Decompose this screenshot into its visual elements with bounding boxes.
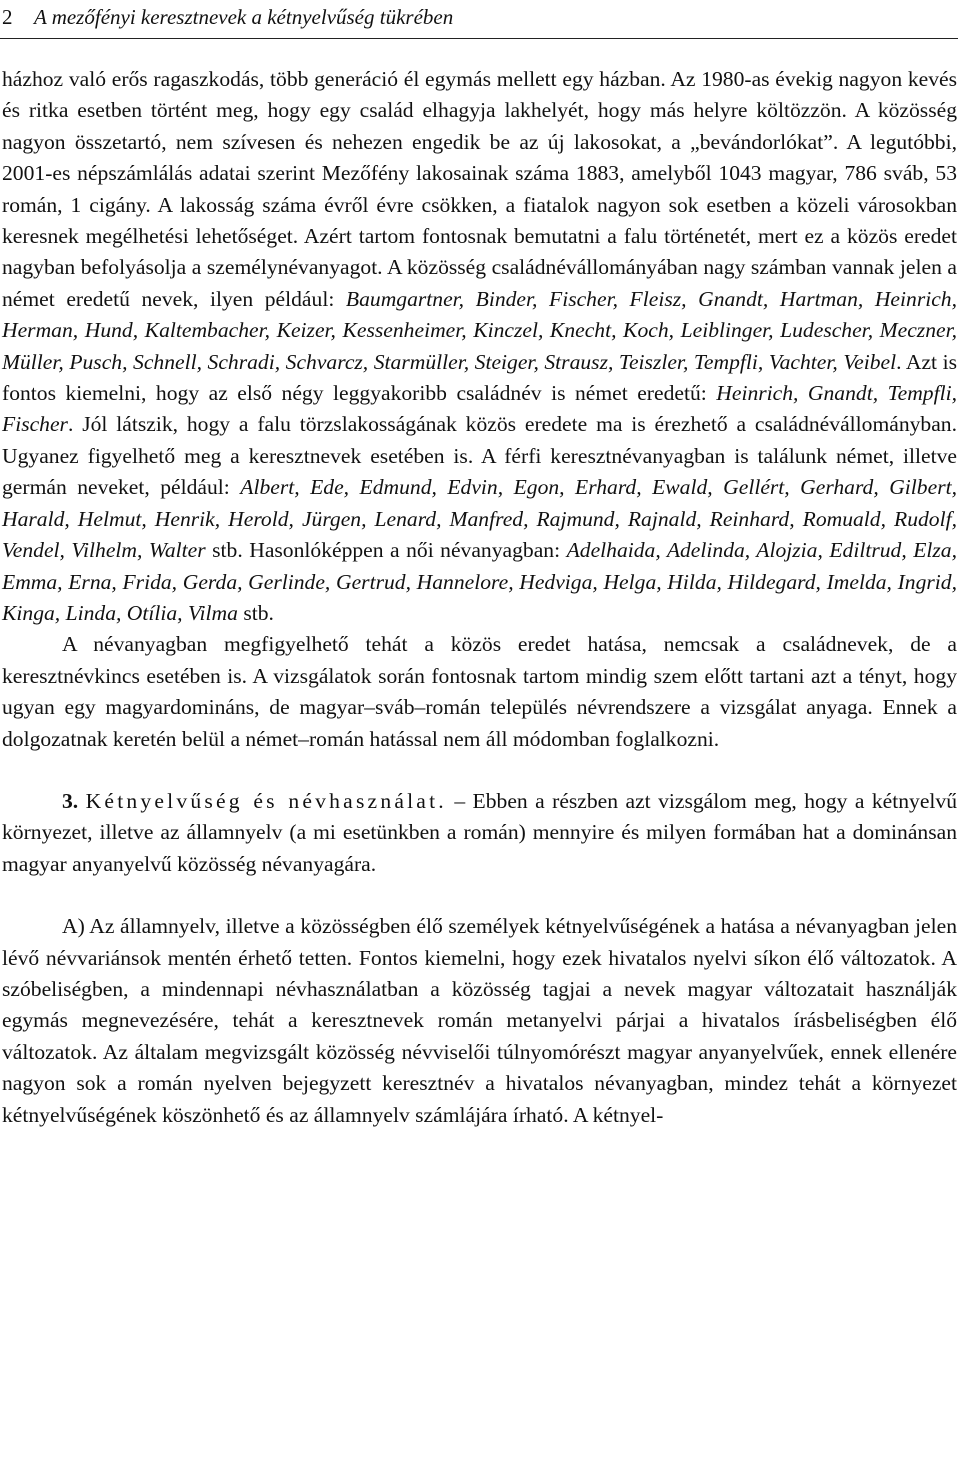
- paragraph-origin: A névanyagban megfigyelhető tehát a közös eredet hatása, nemcsak a családnevek, de a keresztnévkincs esetében is. A vizsgálatok során fontosnak tartom mindig szem előtt tartani azt a tényt, hogy ugyan egy magyardomináns, de magyar–sváb–román település névrendszere a vizsgálat anyaga. Ennek a dolgozatnak keretén belül a német–román hatással nem áll módomban foglalkozni.: [2, 632, 957, 751]
- header-rule: [0, 38, 958, 39]
- paragraph-text: házhoz való erős ragaszkodás, több generáció él egymás mellett egy házban. Az 1980-as évekig nagyon kevés és ritka esetben történt meg, hogy egy család elhagyja lakhelyét, hogy más helyre költözzön. A közösség nagyon összetartó, nem szívesen és nehezen engedik be az új lakosokat, a „bevándorlókat”.: [2, 67, 957, 154]
- paragraph-text: stb.: [237, 600, 274, 625]
- page-number: 2: [2, 5, 13, 29]
- paragraph-text: . Azt is fontos kiemelni, hogy az első négy leggyakoribb családnév is német eredetű:: [2, 349, 957, 406]
- paragraph-history: [2, 64, 957, 629]
- page-header: [0, 2, 960, 32]
- paragraph-text: . Jól látszik, hogy a falu törzslakosságának közös eredete ma is érezhető a családnévállományban. Ugyanez figyelhető meg a keresztnevek esetében is. A férfi keresztnévanyagban is találunk német, illetve germán neveket, például:: [2, 412, 957, 500]
- top-surname-list: Heinrich, Gnandt, Tempfli, Fischer: [2, 381, 957, 437]
- male-name-list: Albert, Ede, Edmund, Edvin, Egon, Erhard, Ewald, Gellért, Gerhard, Gilbert, Harald, Helmut, Henrik, Herold, Jürgen, Lenard, Manfred, Rajmund, Rajnald, Reinhard, Romuald, Rudolf, Vendel, Vilhelm, Walter: [2, 475, 957, 563]
- section-heading: Kétnyelvűség és névhasználat.: [85, 788, 447, 813]
- running-title: A mezőfényi keresztnevek a kétnyelvűség tükrében: [34, 5, 454, 29]
- section-intro: – Ebben a részben azt vizsgálom meg, hogy a kétnyelvű környezet, illetve az államnyelv (a mi esetünkben a román) mennyire és milyen formában hat a dominánsan magyar anyanyelvű közösség névanyagára.: [2, 788, 957, 876]
- section-number: 3.: [62, 788, 79, 813]
- section-3-paragraph: [2, 786, 957, 880]
- paragraph-text: stb. Hasonlóképpen a női névanyagban:: [205, 538, 567, 563]
- surname-list: Baumgartner, Binder, Fischer, Fleisz, Gnandt, Hartman, Heinrich, Herman, Hund, Kaltembacher, Keizer, Kessenheimer, Kinczel, Knecht, Koch, Leiblinger, Ludescher, Meczner, Müller, Pusch, Schnell, Schradi, Schvarcz, Starmüller, Steiger, Strausz, Teiszler, Tempfli, Vachter, Veibel: [2, 286, 957, 374]
- female-name-list: Adelhaida, Adelinda, Alojzia, Ediltrud, Elza, Emma, Erna, Frida, Gerda, Gerlinde, Gertrud, Hannelore, Hedviga, Helga, Hilda, Hildegard, Imelda, Ingrid, Kinga, Linda, Otília, Vilma: [2, 538, 957, 625]
- paragraph-state-language: A) Az államnyelv, illetve a közösségben élő személyek kétnyelvűségének a hatása a névanyagban jelen lévő névvariánsok mentén érhető tetten. Fontos kiemelni, hogy ezek hivatalos nyelvi síkon élő változatok. A szóbeliségben, a mindennapi névhasználatban a közösség tagjai a nevek magyar változatait használják egymás megnevezésére, tehát a keresztnevek román metanyelvi párjai a hivatalos írásbeliségben élő változatok. Az általam megvizsgált közösség névviselői túlnyomórészt magyar anyanyelvűek, ennek ellenére nagyon sok a román nyelven bejegyzett keresztnév a hivatalos névanyagban, mindez tehát a környezet kétnyelvűségének köszönhető és az államnyelv számlájára írható. A kétnyel-: [2, 914, 957, 1127]
- paragraph-text: A legutóbbi, 2001-es népszámlálás adatai szerint Mezőfény lakosainak száma 1883, amelyből 1043 magyar, 786 sváb, 53 román, 1 cigány. A lakosság száma évről évre csökken, a fiatalok nagyon sok esetben a közeli városokban keresnek megélhetési lehetőséget. Azért tartom fontosnak bemutatni a falu történetét, mert ez a közös eredet nagyban befolyásolja a személynévanyagot. A közösség családnévállományában nagy számban vannak jelen a német eredetű nevek, ilyen például:: [2, 129, 957, 311]
- body-text: [2, 64, 957, 1131]
